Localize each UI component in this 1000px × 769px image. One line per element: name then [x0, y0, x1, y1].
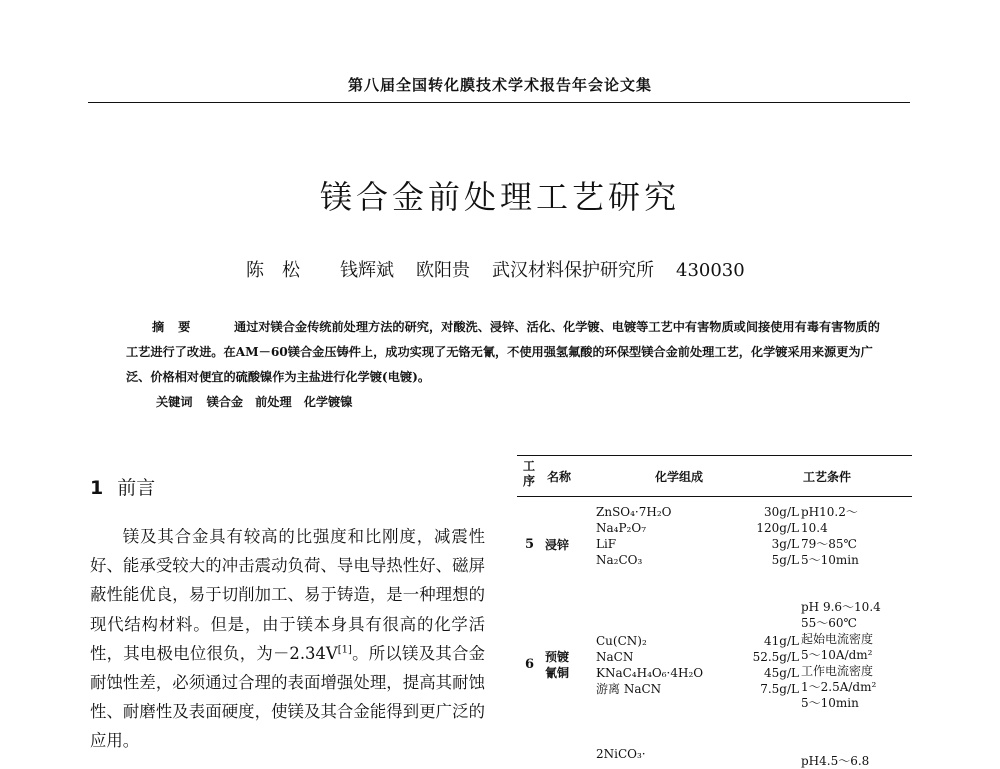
author-1: 陈松: [246, 260, 318, 281]
paragraph-text: 镁及其合金具有较高的比强度和比刚度，减震性好、能承受较大的冲击震动负荷、导电导热性好、磁屏蔽性能优良，易于切削加工、易于铸造，是一种理想的现代结构材料。但是，由于镁本身具有很高的化学活性，其电极电位很负，为－2.34V: [90, 527, 485, 663]
chemical-item: 2NiCO₃·: [596, 747, 646, 761]
condition-item: 5～10min: [801, 553, 859, 567]
author-2: 钱辉斌: [340, 260, 394, 281]
affiliation: 武汉材料保护研究所: [492, 260, 654, 281]
intro-paragraph: [90, 522, 485, 756]
row-chemicals: [596, 504, 672, 568]
condition-item: 5～10min: [801, 696, 859, 710]
chemical-item: Na₄P₂O₇: [596, 521, 646, 535]
header-chemical: 化学组成: [655, 470, 704, 484]
concentration-item: 7.5g/L: [760, 682, 799, 696]
row-chemicals: [596, 633, 703, 697]
table-header: [517, 456, 912, 497]
table-row: [517, 597, 912, 739]
table-row: [517, 739, 912, 769]
concentration-item: 3g/L: [771, 537, 799, 551]
row-conditions: [801, 504, 911, 568]
concentration-item: 120g/L: [756, 521, 799, 535]
keyword-item: 化学镀镍: [303, 395, 353, 409]
row-seq: 6: [525, 657, 535, 672]
condition-item: 1～2.5A/dm²: [801, 680, 877, 694]
author-3: 欧阳贵: [416, 260, 470, 281]
condition-item: pH10.2～: [801, 505, 858, 519]
row-name: 预镀氰铜: [545, 650, 570, 680]
chemical-item: Na₂CO₃: [596, 553, 643, 567]
abstract-text: 通过对镁合金传统前处理方法的研究，对酸洗、浸锌、活化、化学镀、电镀等工艺中有害物质或间接使用有毒有害物质的工艺进行了改进。在AM－60镁合金压铸件上，成功实现了无铬无氰，不使用强氢氟酸的环保型镁合金前处理工艺，化学镀采用来源更为广泛、价格相对便宜的硫酸镍作为主盐进行化学镀(电镀)。: [126, 320, 880, 384]
header-name: 名称: [547, 470, 572, 484]
condition-item: 10.4: [801, 521, 828, 535]
keywords-label: 关键词: [156, 395, 193, 409]
row-seq: 5: [525, 537, 535, 552]
running-header: 第八届全国转化膜技术学术报告年会论文集: [347, 76, 652, 94]
body-column: [90, 522, 485, 756]
process-table: [517, 455, 912, 769]
chemical-item: Cu(CN)₂: [596, 634, 647, 648]
concentration-item: 45g/L: [764, 666, 799, 680]
chemical-item: NaCN: [596, 650, 634, 664]
abstract-paragraph: [126, 315, 890, 390]
chemical-item: LiF: [596, 537, 617, 551]
header-rule: [88, 102, 910, 103]
keyword-item: 镁合金: [206, 395, 244, 409]
section-title: 前言: [117, 477, 156, 499]
header-conditions: 工艺条件: [803, 470, 852, 484]
row-conditions: [801, 599, 911, 711]
condition-item: 79～85℃: [801, 537, 857, 551]
section-number: 1: [90, 477, 104, 499]
header-seq: 工序: [523, 459, 536, 488]
abstract: [126, 315, 890, 415]
keywords-line: [156, 390, 890, 415]
table-row: [517, 497, 912, 597]
row-concentrations: [707, 633, 799, 697]
chemical-item: KNaC₄H₄O₆·4H₂O: [596, 666, 704, 680]
concentration-item: 41g/L: [764, 634, 799, 648]
condition-item: 工作电流密度: [801, 664, 874, 678]
condition-item: 55～60℃: [801, 616, 857, 630]
abstract-label: 摘要: [152, 320, 205, 334]
condition-item: 起始电流密度: [801, 632, 874, 646]
chemical-item: 游离 NaCN: [596, 682, 662, 696]
citation-ref[interactable]: [1]: [337, 644, 352, 656]
chemical-item: ZnSO₄·7H₂O: [596, 505, 672, 519]
postcode: 430030: [676, 260, 745, 281]
authors-line: [246, 256, 745, 280]
condition-item: pH4.5～6.8: [801, 754, 870, 768]
paragraph-text: 。所以镁及其合金耐蚀性差，必须通过合理的表面增强处理，提高其耐蚀性、耐磨性及表面硬度，使镁及其合金能得到更广泛的应用。: [90, 643, 485, 751]
condition-item: pH 9.6～10.4: [801, 600, 881, 614]
keyword-item: 前处理: [255, 395, 292, 409]
row-conditions: [801, 753, 911, 769]
condition-item: 5～10A/dm²: [801, 648, 873, 662]
row-name: 浸锌: [545, 538, 570, 552]
row-concentrations: [707, 504, 799, 568]
paper-title: 镁合金前处理工艺研究: [319, 178, 680, 216]
concentration-item: 5g/L: [771, 553, 799, 567]
concentration-item: 52.5g/L: [752, 650, 799, 664]
concentration-item: 30g/L: [764, 505, 799, 519]
section-heading: [90, 473, 155, 500]
